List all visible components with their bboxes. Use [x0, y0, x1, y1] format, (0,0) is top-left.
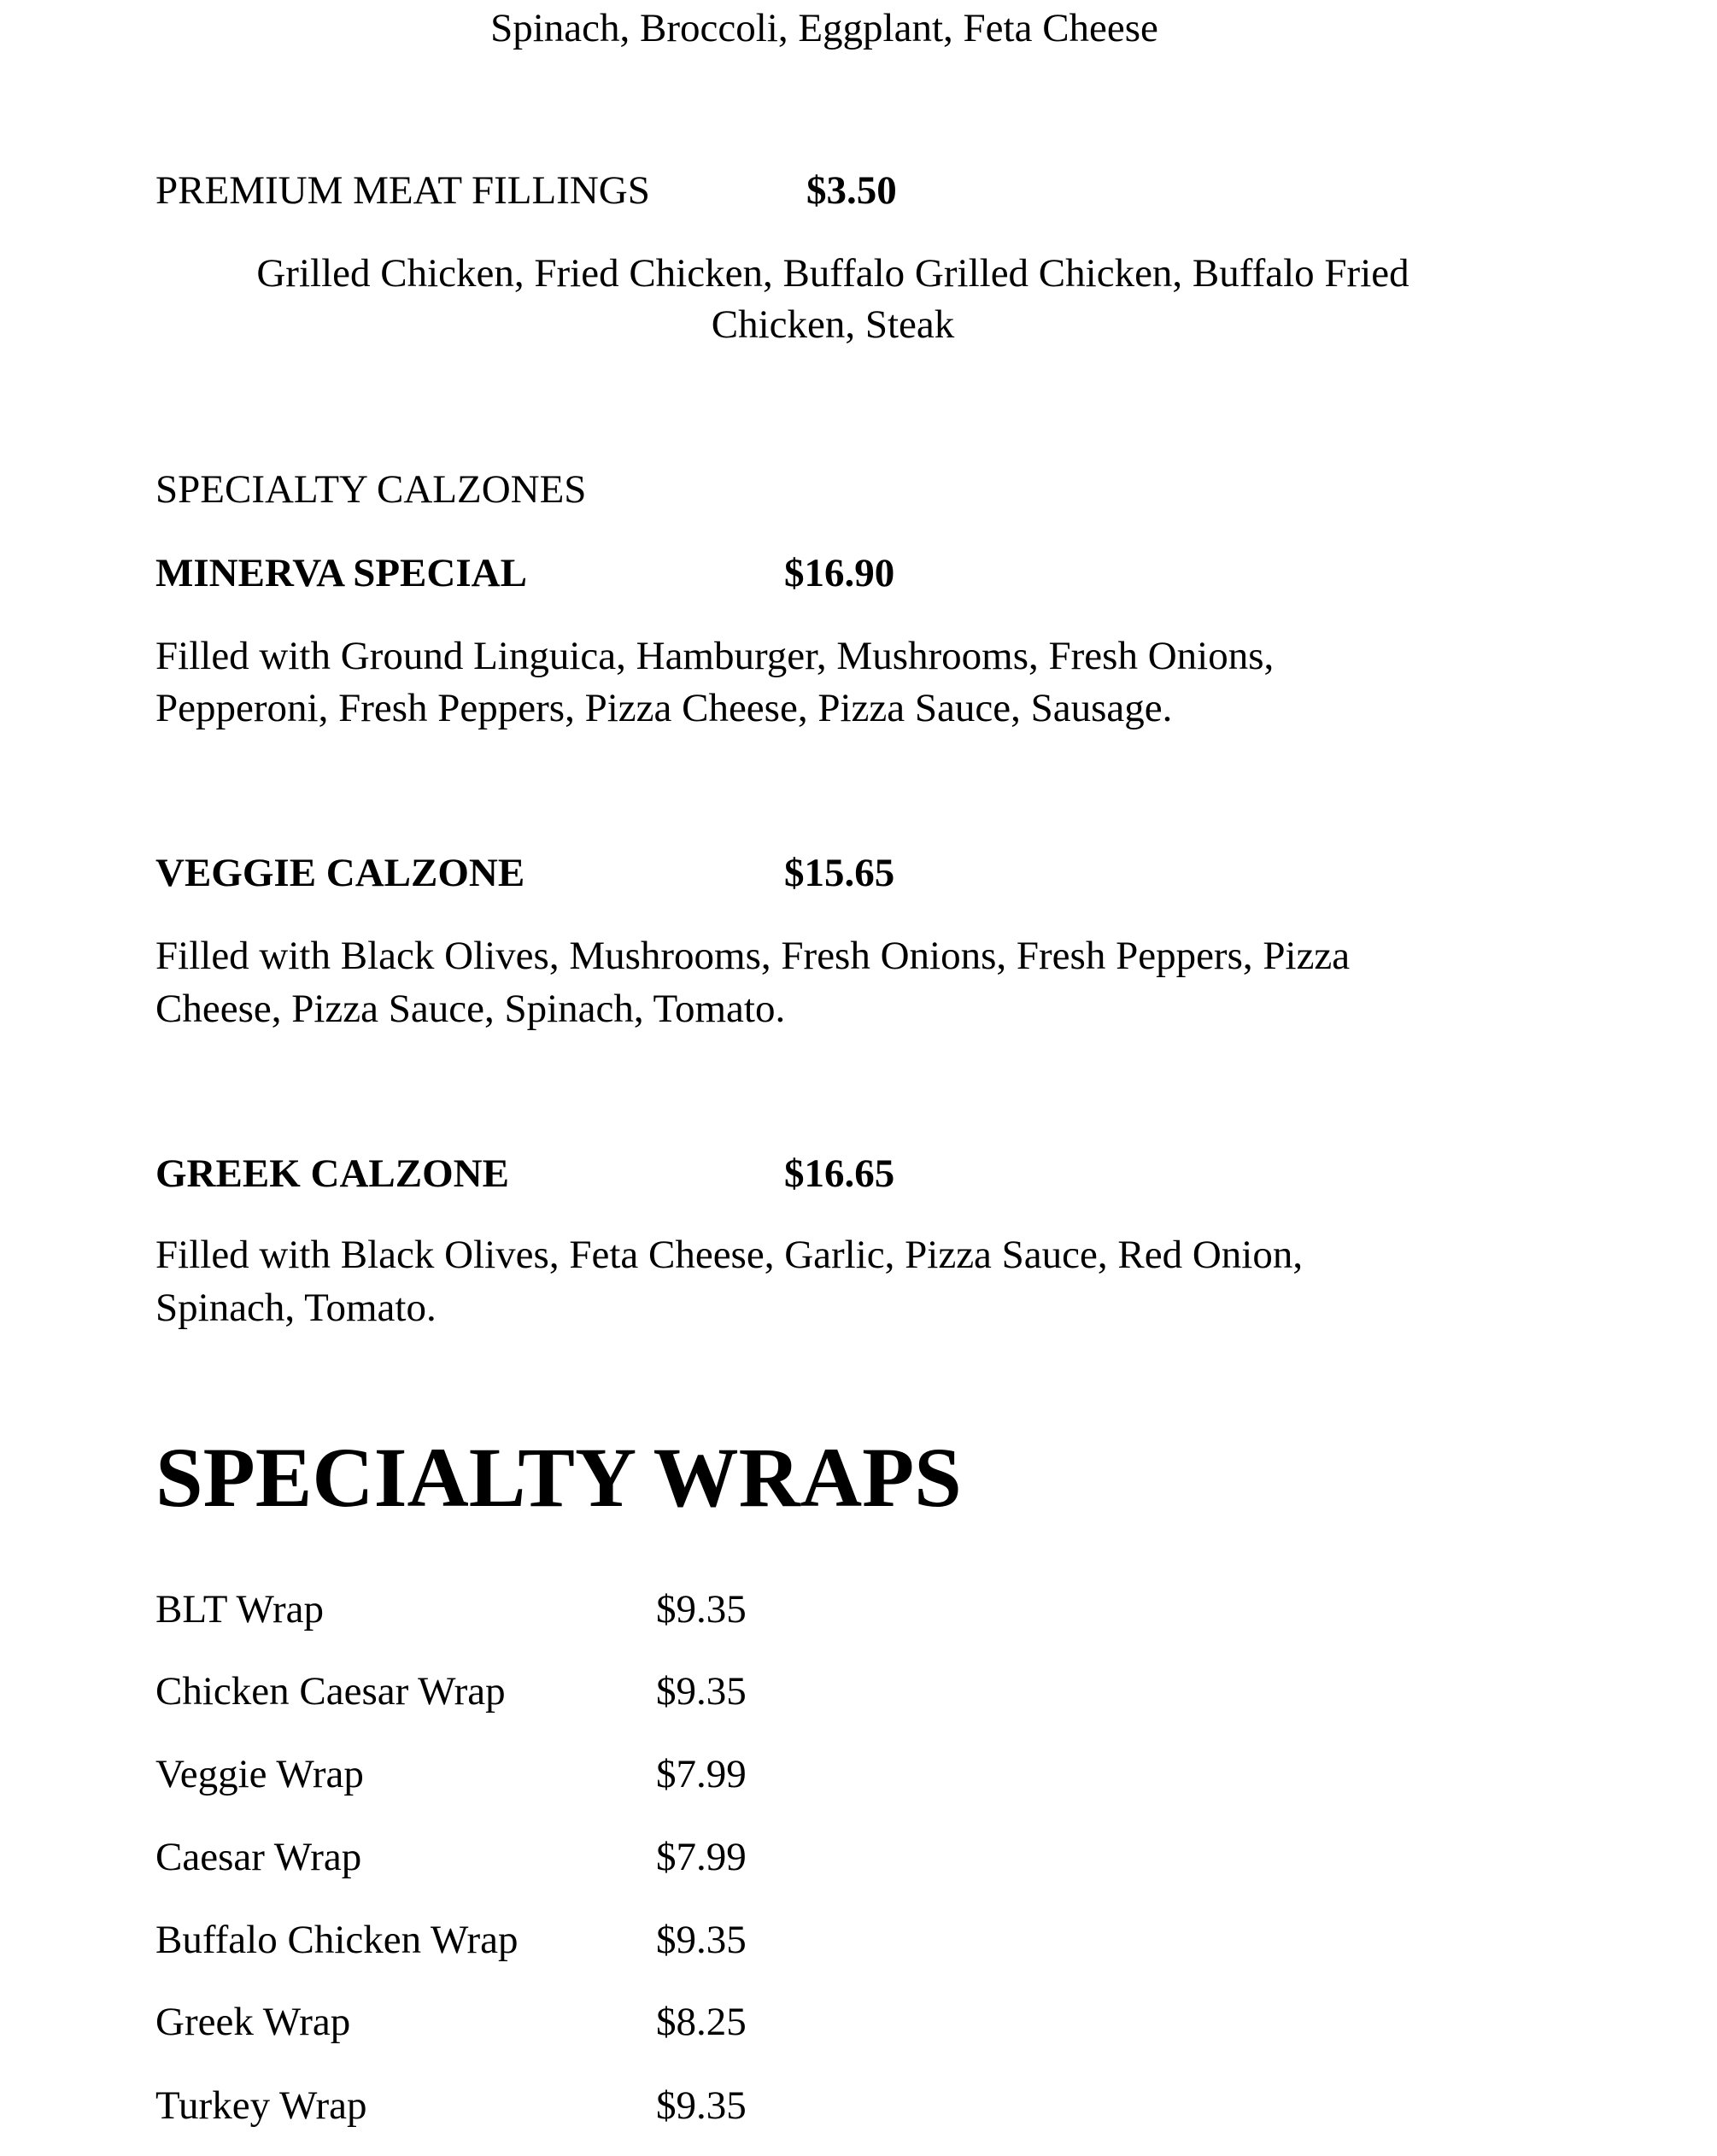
wrap-price: $9.35 [656, 1918, 747, 1962]
calzone-name-greek: GREEK CALZONE [155, 1151, 509, 1196]
vegetable-fillings-line: Spinach, Broccoli, Eggplant, Feta Cheese [490, 6, 1158, 50]
calzone-desc-greek-line2: Spinach, Tomato. [155, 1286, 437, 1330]
wrap-price: $7.99 [656, 1752, 747, 1796]
premium-meat-items-line2: Chicken, Steak [711, 302, 955, 347]
wrap-name: Turkey Wrap [155, 2083, 367, 2128]
calzone-desc-greek-line1: Filled with Black Olives, Feta Cheese, Garlic, Pizza Sauce, Red Onion, [155, 1233, 1304, 1277]
calzone-desc-minerva-line2: Pepperoni, Fresh Peppers, Pizza Cheese, Pizza Sauce, Sausage. [155, 686, 1173, 730]
premium-meat-price: $3.50 [806, 168, 897, 213]
wrap-price: $9.35 [656, 1669, 747, 1714]
wrap-name: Caesar Wrap [155, 1835, 362, 1879]
calzone-desc-veggie-line1: Filled with Black Olives, Mushrooms, Fresh Onions, Fresh Peppers, Pizza [155, 934, 1351, 978]
calzone-desc-minerva-line1: Filled with Ground Linguica, Hamburger, Mushrooms, Fresh Onions, [155, 634, 1275, 678]
wrap-name: Greek Wrap [155, 2000, 351, 2044]
wrap-name: Buffalo Chicken Wrap [155, 1918, 519, 1962]
wrap-name: Veggie Wrap [155, 1752, 364, 1796]
wrap-price: $8.25 [656, 2000, 747, 2044]
calzone-name-veggie: VEGGIE CALZONE [155, 851, 525, 895]
calzone-price-minerva: $16.90 [784, 551, 895, 595]
calzone-name-minerva: MINERVA SPECIAL [155, 551, 527, 595]
calzone-desc-veggie-line2: Cheese, Pizza Sauce, Spinach, Tomato. [155, 987, 786, 1031]
wrap-name: BLT Wrap [155, 1587, 324, 1632]
specialty-calzones-heading: SPECIALTY CALZONES [155, 467, 587, 512]
premium-meat-items-line1: Grilled Chicken, Fried Chicken, Buffalo Grilled Chicken, Buffalo Fried [256, 251, 1409, 296]
calzone-price-greek: $16.65 [784, 1151, 895, 1196]
wrap-price: $9.35 [656, 1587, 747, 1632]
wrap-price: $7.99 [656, 1835, 747, 1879]
calzone-price-veggie: $15.65 [784, 851, 895, 895]
specialty-wraps-title: SPECIALTY WRAPS [155, 1430, 962, 1525]
wrap-price: $9.35 [656, 2083, 747, 2128]
premium-meat-heading: PREMIUM MEAT FILLINGS [155, 168, 650, 213]
wrap-name: Chicken Caesar Wrap [155, 1669, 506, 1714]
